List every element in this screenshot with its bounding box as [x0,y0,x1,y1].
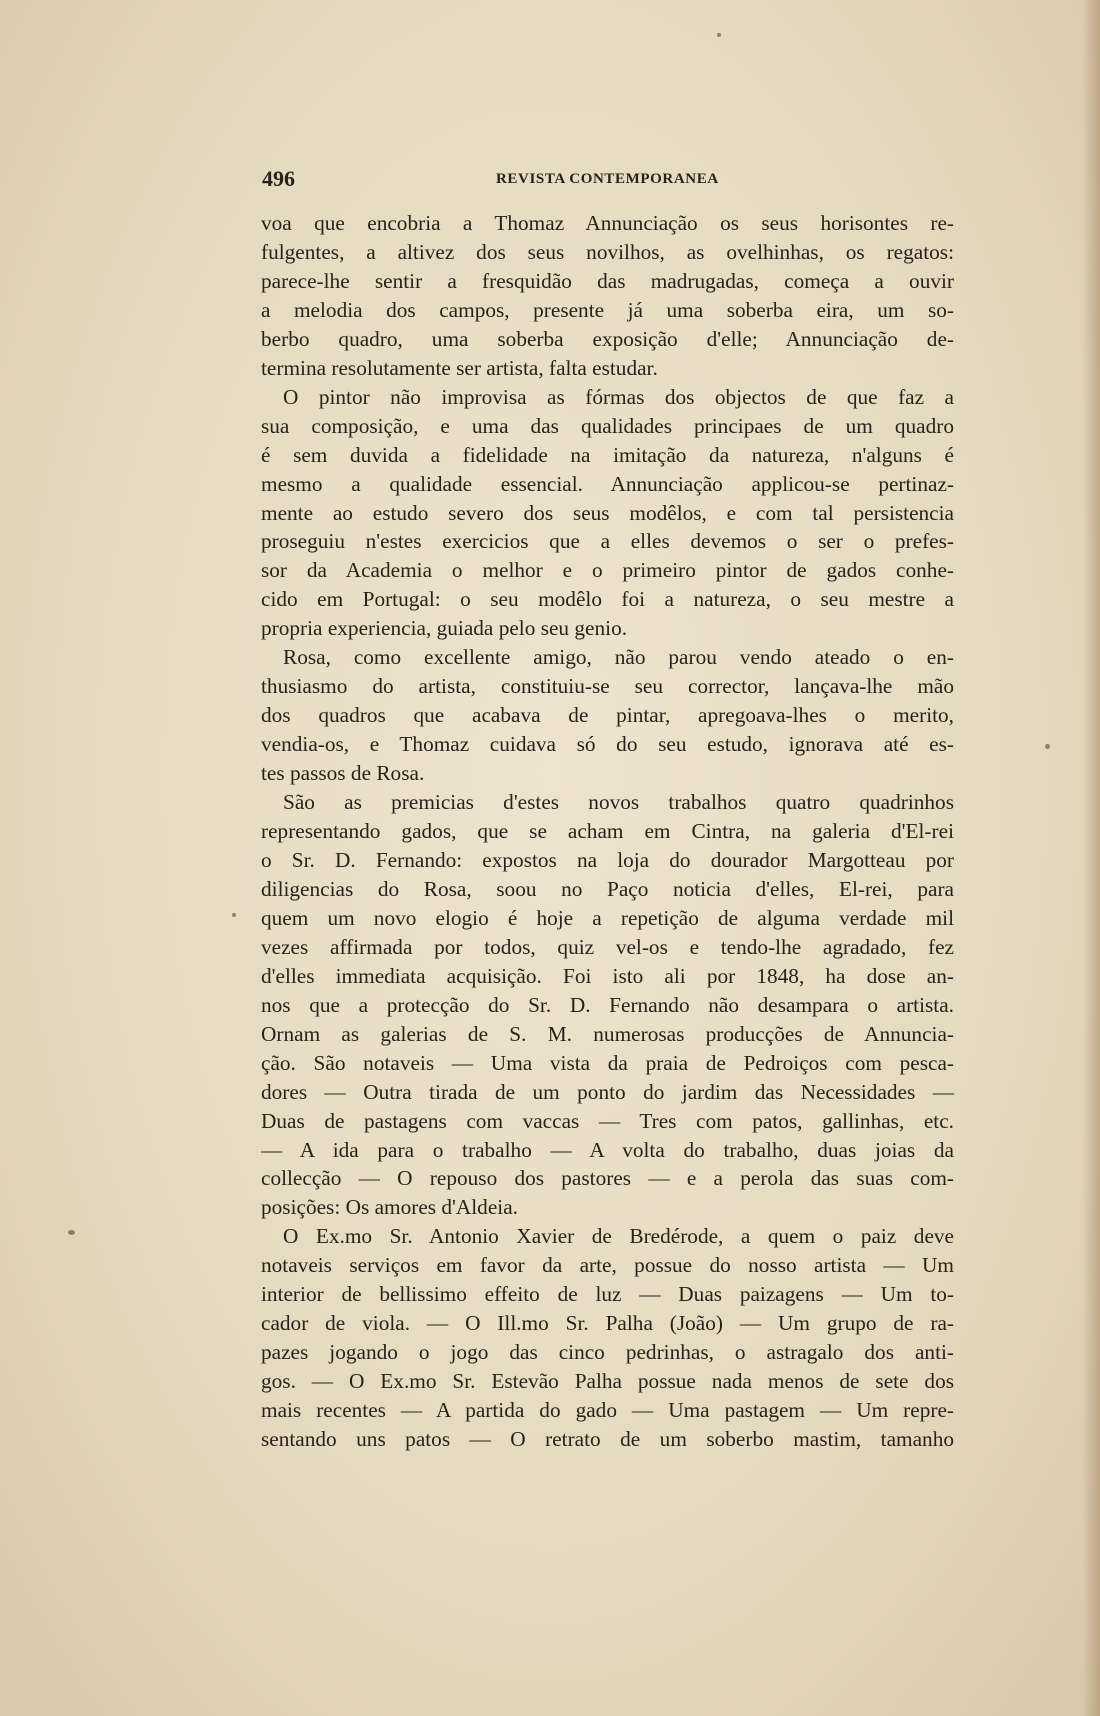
running-head: REVISTA CONTEMPORANEA [496,171,719,187]
text-line: diligencias do Rosa, soou no Paço noticia d'elles, El-rei, para [261,876,954,901]
paper-speck [717,33,721,37]
text-line: representando gados, que se acham em Cintra, na galeria d'El-rei [261,819,954,844]
text-line: gos. — O Ex.mo Sr. Estevão Palha possue nada menos de sete dos [261,1369,954,1394]
text-line: mesmo a qualidade essencial. Annunciação applicou-se pertinaz- [261,471,954,496]
text-line: vezes affirmada por todos, quiz vel-os e tendo-lhe agradado, fez [261,934,954,959]
text-line: Duas de pastagens com vaccas — Tres com patos, gallinhas, etc. [261,1108,954,1133]
text-line: dos quadros que acabava de pintar, apregoava-lhes o merito, [261,703,954,728]
text-line: sentando uns patos — O retrato de um soberbo mastim, tamanho [261,1427,954,1452]
text-line: mente ao estudo severo dos seus modêlos, e com tal persistencia [261,500,954,525]
text-line: mais recentes — A partida do gado — Uma pastagem — Um repre- [261,1398,954,1423]
page-header [262,166,962,196]
text-line: dores — Outra tirada de um ponto do jardim das Necessidades — [261,1079,954,1104]
text-line: Ornam as galerias de S. M. numerosas producções de Annuncia- [261,1021,954,1046]
text-line: o Sr. D. Fernando: expostos na loja do dourador Margotteau por [261,847,954,872]
text-line: propria experiencia, guiada pelo seu genio. [261,616,628,641]
text-line: vendia-os, e Thomaz cuidava só do seu estudo, ignorava até es- [261,732,954,757]
text-line: termina resolutamente ser artista, falta estudar. [261,355,658,380]
text-line: cido em Portugal: o seu modêlo foi a natureza, o seu mestre a [261,587,954,612]
text-line: posições: Os amores d'Aldeia. [261,1195,518,1220]
text-line: Rosa, como excellente amigo, não parou vendo ateado o en- [283,645,954,670]
paper-speck [232,913,236,917]
text-line: nos que a protecção do Sr. D. Fernando não desampara o artista. [261,992,954,1017]
page-edge-shadow [1082,0,1100,1716]
text-line: proseguiu n'estes exercicios que a elles devemos o ser o prefes- [261,529,954,554]
text-line: quem um novo elogio é hoje a repetição de alguma verdade mil [261,905,954,930]
text-line: berbo quadro, uma soberba exposição d'elle; Annunciação de- [261,326,954,351]
page-number: 496 [262,166,295,191]
text-line: pazes jogando o jogo das cinco pedrinhas, o astragalo dos anti- [261,1340,954,1365]
text-line: a melodia dos campos, presente já uma soberba eira, um so- [261,297,954,322]
text-line: interior de bellissimo effeito de luz — Duas paizagens — Um to- [261,1282,954,1307]
paper-speck [1045,744,1050,749]
text-line: voa que encobria a Thomaz Annunciação os seus horisontes re- [261,211,954,235]
text-line: é sem duvida a fidelidade na imitação da natureza, n'alguns é [261,442,954,467]
body-text [261,209,954,1454]
text-line: notaveis serviços em favor da arte, possue do nosso artista — Um [261,1253,954,1278]
text-line: cador de viola. — O Ill.mo Sr. Palha (João) — Um grupo de ra- [261,1311,954,1336]
text-line: thusiasmo do artista, constituiu-se seu corrector, lançava-lhe mão [261,674,954,699]
text-line: sua composição, e uma das qualidades principaes de um quadro [261,413,954,438]
text-line: O Ex.mo Sr. Antonio Xavier de Bredérode, a quem o paiz deve [283,1224,954,1249]
text-line: parece-lhe sentir a fresquidão das madrugadas, começa a ouvir [261,268,954,293]
text-line: — A ida para o trabalho — A volta do trabalho, duas joias da [261,1137,954,1162]
text-line: ção. São notaveis — Uma vista da praia de Pedroiços com pesca- [261,1050,954,1075]
text-line: fulgentes, a altivez dos seus novilhos, as ovelhinhas, os regatos: [261,239,954,264]
text-line: São as premicias d'estes novos trabalhos quatro quadrinhos [283,790,954,815]
text-line: O pintor não improvisa as fórmas dos objectos de que faz a [283,384,954,409]
text-line: d'elles immediata acquisição. Foi isto ali por 1848, ha dose an- [261,963,954,988]
text-line: sor da Academia o melhor e o primeiro pintor de gados conhe- [261,558,954,583]
paper-speck [68,1230,75,1235]
text-line: tes passos de Rosa. [261,761,425,786]
text-line: collecção — O repouso dos pastores — e a perola das suas com- [261,1166,954,1191]
